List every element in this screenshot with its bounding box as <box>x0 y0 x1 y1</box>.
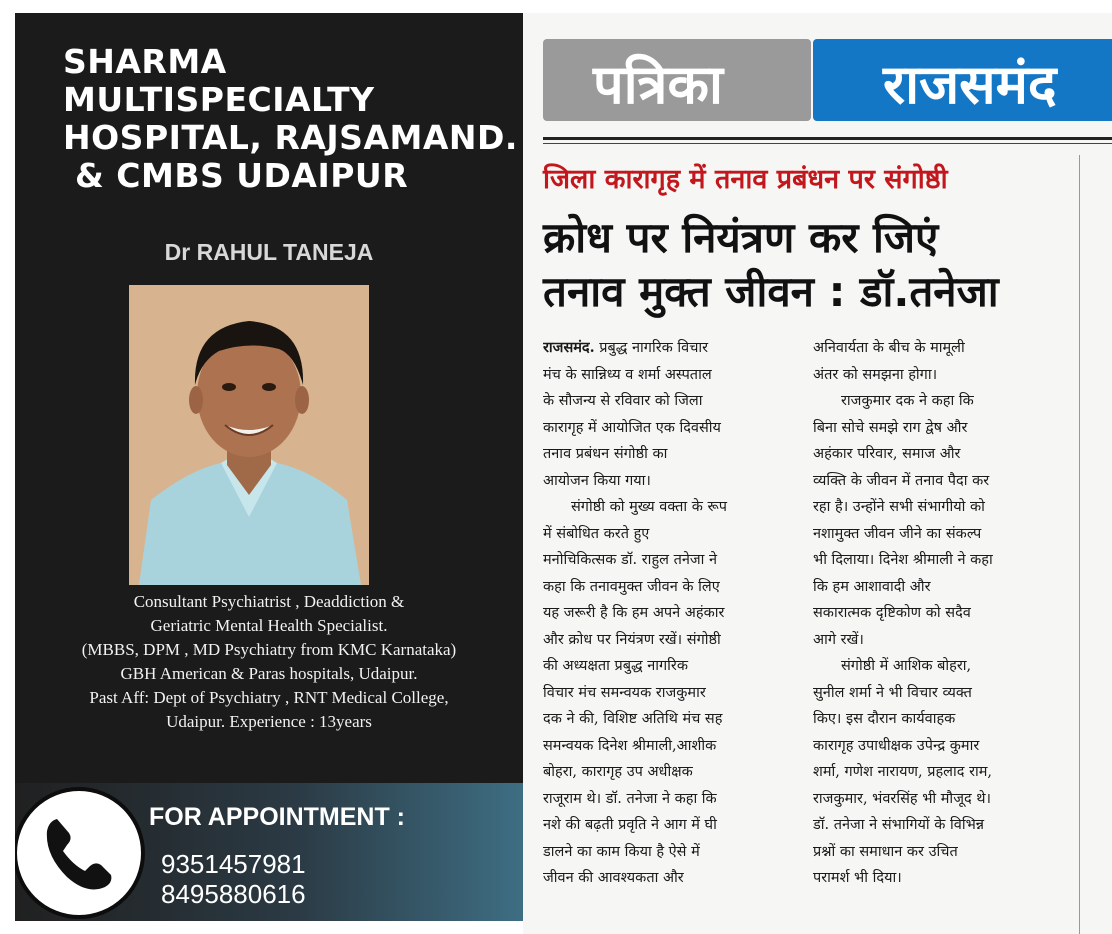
headline-line: क्रोध पर नियंत्रण कर जिएं <box>543 213 939 262</box>
article-line: तनाव प्रबंधन संगोष्ठी का <box>543 446 668 462</box>
article-line: अनिवार्यता के बीच के मामूली <box>813 340 965 356</box>
article-line: डालने का काम किया है ऐसे में <box>543 843 700 860</box>
article-line: मंच के सान्निध्य व शर्मा अस्पताल <box>543 366 712 383</box>
article-line: परामर्श भी दिया। <box>813 870 902 886</box>
article-line: के सौजन्य से रविवार को जिला <box>543 393 703 409</box>
article-line: जीवन की आवश्यकता और <box>543 870 684 886</box>
article-line: यह जरूरी है कि हम अपने अहंकार <box>543 605 725 621</box>
appointment-label: FOR APPOINTMENT : <box>149 803 406 831</box>
article-line: और क्रोध पर नियंत्रण रखें। संगोष्ठी <box>543 631 721 648</box>
article-line: बिना सोचे समझे राग द्वेष और <box>813 419 968 436</box>
masthead-paper <box>543 39 811 121</box>
article-line: आगे रखें। <box>813 631 864 648</box>
article-line: संगोष्ठी में आशिक बोहरा, <box>841 658 972 674</box>
article-line: अंतर को समझना होगा। <box>813 366 938 383</box>
article-line: व्यक्ति के जीवन में तनाव पैदा कर <box>813 472 990 489</box>
column-divider <box>1079 155 1080 934</box>
doctor-photo <box>129 285 369 585</box>
article-line: भी दिलाया। दिनेश श्रीमाली ने कहा <box>813 552 993 568</box>
masthead-city <box>813 39 1112 121</box>
article-line: विचार मंच समन्वयक राजकुमार <box>543 684 706 701</box>
bio-line: Consultant Psychiatrist , Deaddiction & <box>133 592 405 611</box>
phone-badge <box>15 787 145 919</box>
doctor-bio <box>15 590 523 734</box>
article-line: डॉ. तनेजा ने संभागियों के विभिन्न <box>813 817 985 833</box>
bio-line: (MBBS, DPM , MD Psychiatry from KMC Karnataka) <box>81 640 457 659</box>
headline-line: तनाव मुक्त जीवन : डॉ.तनेजा <box>543 267 999 316</box>
phone-number[interactable]: 9351457981 <box>161 849 306 879</box>
hospital-name-line: MULTISPECIALTY <box>63 80 375 119</box>
news-headline <box>543 211 999 319</box>
article-line: बोहरा, कारागृह उप अधीक्षक <box>543 764 693 780</box>
hospital-name <box>63 43 518 195</box>
bio-line: Past Aff: Dept of Psychiatry , RNT Medical College, <box>89 688 449 707</box>
article-line: सुनील शर्मा ने भी विचार व्यक्त <box>813 684 972 701</box>
phone-icon <box>31 805 127 901</box>
article-line: नशे की बढ़ती प्रवृति ने आग में घी <box>543 817 717 833</box>
article-line: नशामुक्त जीवन जीने का संकल्प <box>813 525 982 542</box>
article-line: आयोजन किया गया। <box>543 472 651 489</box>
doctor-name: Dr RAHUL TANEJA <box>164 239 374 265</box>
article-line: रहा है। उन्होंने सभी संभागीयो को <box>813 499 985 515</box>
divider <box>543 143 1112 144</box>
article-line: प्रश्नों का समाधान कर उचित <box>813 843 958 860</box>
news-kicker: जिला कारागृह में तनाव प्रबंधन पर संगोष्ठी <box>543 164 948 195</box>
hospital-advert <box>15 13 523 921</box>
bio-line: Geriatric Mental Health Specialist. <box>150 616 388 635</box>
article-line: राजूराम थे। डॉ. तनेजा ने कहा कि <box>543 790 717 807</box>
article-line: सकारात्मक दृष्टिकोण को सदैव <box>813 605 971 621</box>
hospital-name-line: & CMBS UDAIPUR <box>63 156 409 195</box>
article-line: दक ने की, विशिष्ट अतिथि मंच सह <box>543 711 723 727</box>
hospital-name-line: HOSPITAL, RAJSAMAND. <box>63 118 518 157</box>
article-column-1 <box>543 335 793 892</box>
article-line: मनोचिकित्सक डॉ. राहुल तनेजा ने <box>543 552 718 568</box>
phone-number[interactable]: 8495880616 <box>161 879 306 909</box>
masthead-city-name: राजसमंद <box>883 53 1057 116</box>
article-line <box>543 335 793 362</box>
article-line: राजकुमार दक ने कहा कि <box>841 393 974 409</box>
article-line: अहंकार परिवार, समाज और <box>813 446 961 462</box>
article-line: किए। इस दौरान कार्यवाहक <box>813 711 956 727</box>
article-line: संगोष्ठी को मुख्य वक्ता के रूप <box>571 499 728 515</box>
article-line: की अध्यक्षता प्रबुद्ध नागरिक <box>543 658 688 674</box>
newspaper-clipping <box>523 13 1112 934</box>
article-line: में संबोधित करते हुए <box>543 525 650 542</box>
bio-line: Udaipur. Experience : 13years <box>166 712 372 731</box>
article-line: कारागृह उपाधीक्षक उपेन्द्र कुमार <box>813 737 980 754</box>
article-text: प्रबुद्ध नागरिक विचार <box>599 340 709 356</box>
article-line: शर्मा, गणेश नारायण, प्रहलाद राम, <box>813 764 993 780</box>
article-line: कि हम आशावादी और <box>813 578 931 595</box>
article-column-2 <box>813 335 1063 892</box>
bio-line: GBH American & Paras hospitals, Udaipur. <box>120 664 418 683</box>
masthead-paper-name: पत्रिका <box>593 53 723 116</box>
article-line: कहा कि तनावमुक्त जीवन के लिए <box>543 578 720 595</box>
dateline: राजसमंद. <box>543 339 595 356</box>
article-line: राजकुमार, भंवरसिंह भी मौजूद थे। <box>813 790 992 807</box>
divider <box>543 137 1112 140</box>
hospital-name-line: SHARMA <box>63 42 227 81</box>
article-line: समन्वयक दिनेश श्रीमाली,आशीक <box>543 737 717 754</box>
article-line: कारागृह में आयोजित एक दिवसीय <box>543 419 721 436</box>
